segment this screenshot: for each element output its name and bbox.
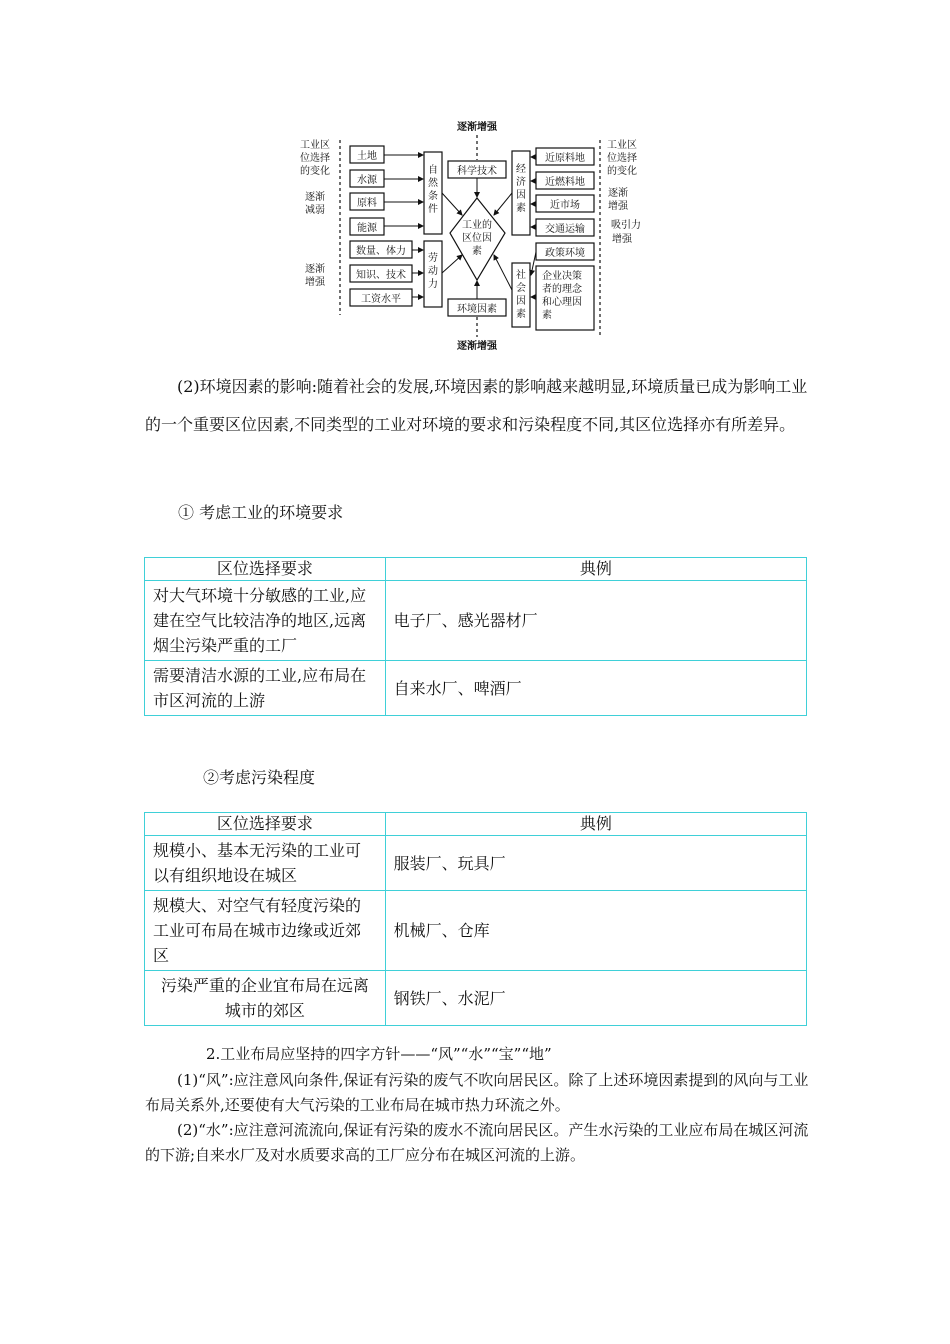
science-tech-box: 科学技术	[457, 166, 497, 177]
social-group-char: 社	[516, 270, 526, 281]
center-label: 区位因	[462, 233, 492, 244]
labor-group-char: 劳	[428, 253, 438, 264]
left-side-label: 减弱	[305, 205, 325, 216]
left-item: 土地	[357, 151, 377, 162]
table-header: 典例	[385, 558, 806, 581]
right-side-label: 位选择	[607, 153, 637, 164]
right-side-label: 吸引力	[611, 220, 641, 231]
table-header: 区位选择要求	[145, 813, 386, 836]
economic-group-char: 素	[516, 203, 526, 214]
natural-group-char: 自	[428, 165, 438, 176]
left-side-label: 工业区	[300, 140, 330, 151]
table-row	[145, 581, 807, 661]
right-item: 近原料地	[545, 153, 585, 164]
right-side-label: 工业区	[607, 140, 637, 151]
subheading-environment-requirements: ① 考虑工业的环境要求	[178, 503, 344, 522]
table-cell: 规模大、对空气有轻度污染的工业可布局在城市边缘或近郊区	[145, 891, 386, 971]
left-item: 原料	[357, 198, 377, 209]
pollution-degree-table	[144, 812, 807, 1026]
center-label: 工业的	[462, 220, 492, 231]
table-cell: 电子厂、感光器材厂	[385, 581, 806, 661]
left-item: 能源	[357, 223, 377, 234]
economic-group-char: 济	[516, 177, 526, 188]
table-cell: 钢铁厂、水泥厂	[385, 971, 806, 1026]
left-item: 知识、技术	[356, 270, 406, 281]
labor-group-char: 力	[428, 279, 438, 290]
section-2-wind-paragraph: (1)“风”:应注意风向条件,保证有污染的废气不吹向居民区。除了上述环境因素提到的风向与工业布局关系外,还要使有大气污染的工业布局在城市热力环流之外。	[145, 1071, 809, 1114]
social-group-char: 会	[516, 283, 526, 294]
subheading-pollution-degree: ②考虑污染程度	[203, 768, 316, 787]
table-header: 典例	[385, 813, 806, 836]
left-side-label: 位选择	[300, 153, 330, 164]
right-side-label: 逐渐	[608, 188, 628, 199]
decision-line: 素	[542, 310, 552, 321]
left-item: 水源	[357, 175, 377, 186]
social-group-char: 素	[516, 309, 526, 320]
industrial-location-diagram	[290, 115, 670, 360]
left-side-label: 的变化	[300, 166, 330, 177]
right-side-label: 的变化	[607, 166, 637, 177]
table-cell: 对大气环境十分敏感的工业,应建在空气比较洁净的地区,远离烟尘污染严重的工厂	[145, 581, 386, 661]
right-side-label: 增强	[612, 234, 632, 245]
table-cell: 自来水厂、啤酒厂	[385, 661, 806, 716]
natural-group-char: 件	[428, 204, 438, 215]
right-item: 近燃料地	[545, 177, 585, 188]
table-cell: 规模小、基本无污染的工业可以有组织地设在城区	[145, 836, 386, 891]
left-item: 工资水平	[361, 294, 401, 305]
table-header-row	[145, 558, 807, 581]
decision-line: 者的理念	[542, 284, 582, 295]
right-side-label: 增强	[608, 201, 628, 212]
labor-group-char: 动	[428, 266, 438, 277]
right-item: 近市场	[550, 200, 580, 211]
table-cell: 需要清洁水源的工业,应布局在市区河流的上游	[145, 661, 386, 716]
social-group-char: 因	[516, 296, 526, 307]
section-2-title: 2.工业布局应坚持的四字方针——“风”“水”“宝”“地”	[206, 1045, 552, 1063]
decision-line: 和心理因	[542, 297, 582, 308]
diagram-top-label: 逐渐增强	[457, 122, 497, 133]
environment-requirements-table	[144, 557, 807, 716]
economic-group-char: 经	[516, 164, 526, 175]
right-item: 交通运输	[545, 224, 585, 235]
center-label: 素	[472, 246, 482, 257]
table-cell: 服装厂、玩具厂	[385, 836, 806, 891]
natural-group-char: 条	[428, 191, 438, 202]
table-header-row	[145, 813, 807, 836]
environment-paragraph: (2)环境因素的影响:随着社会的发展,环境因素的影响越来越明显,环境质量已成为影响工业的一个重要区位因素,不同类型的工业对环境的要求和污染程度不同,其区位选择亦有所差异。	[145, 377, 808, 434]
economic-group-char: 因	[516, 190, 526, 201]
table-header: 区位选择要求	[145, 558, 386, 581]
decision-line: 企业决策	[542, 271, 582, 282]
left-side-label: 增强	[305, 277, 325, 288]
table-cell: 污染严重的企业宜布局在远离城市的郊区	[145, 971, 386, 1026]
table-row	[145, 891, 807, 971]
table-cell: 机械厂、仓库	[385, 891, 806, 971]
section-2-water-paragraph: (2)“水”:应注意河流流向,保证有污染的废水不流向居民区。产生水污染的工业应布局在城区河流的下游;自来水厂及对水质要求高的工厂应分布在城区河流的上游。	[145, 1121, 809, 1164]
right-item: 政策环境	[545, 248, 585, 259]
left-side-label: 逐渐	[305, 192, 325, 203]
table-row	[145, 836, 807, 891]
diagram-bottom-label: 逐渐增强	[457, 341, 497, 352]
left-item: 数量、体力	[356, 246, 406, 257]
left-side-label: 逐渐	[305, 264, 325, 275]
table-row	[145, 971, 807, 1026]
environment-box: 环境因素	[457, 304, 497, 315]
table-row	[145, 661, 807, 716]
natural-group-char: 然	[428, 178, 438, 189]
